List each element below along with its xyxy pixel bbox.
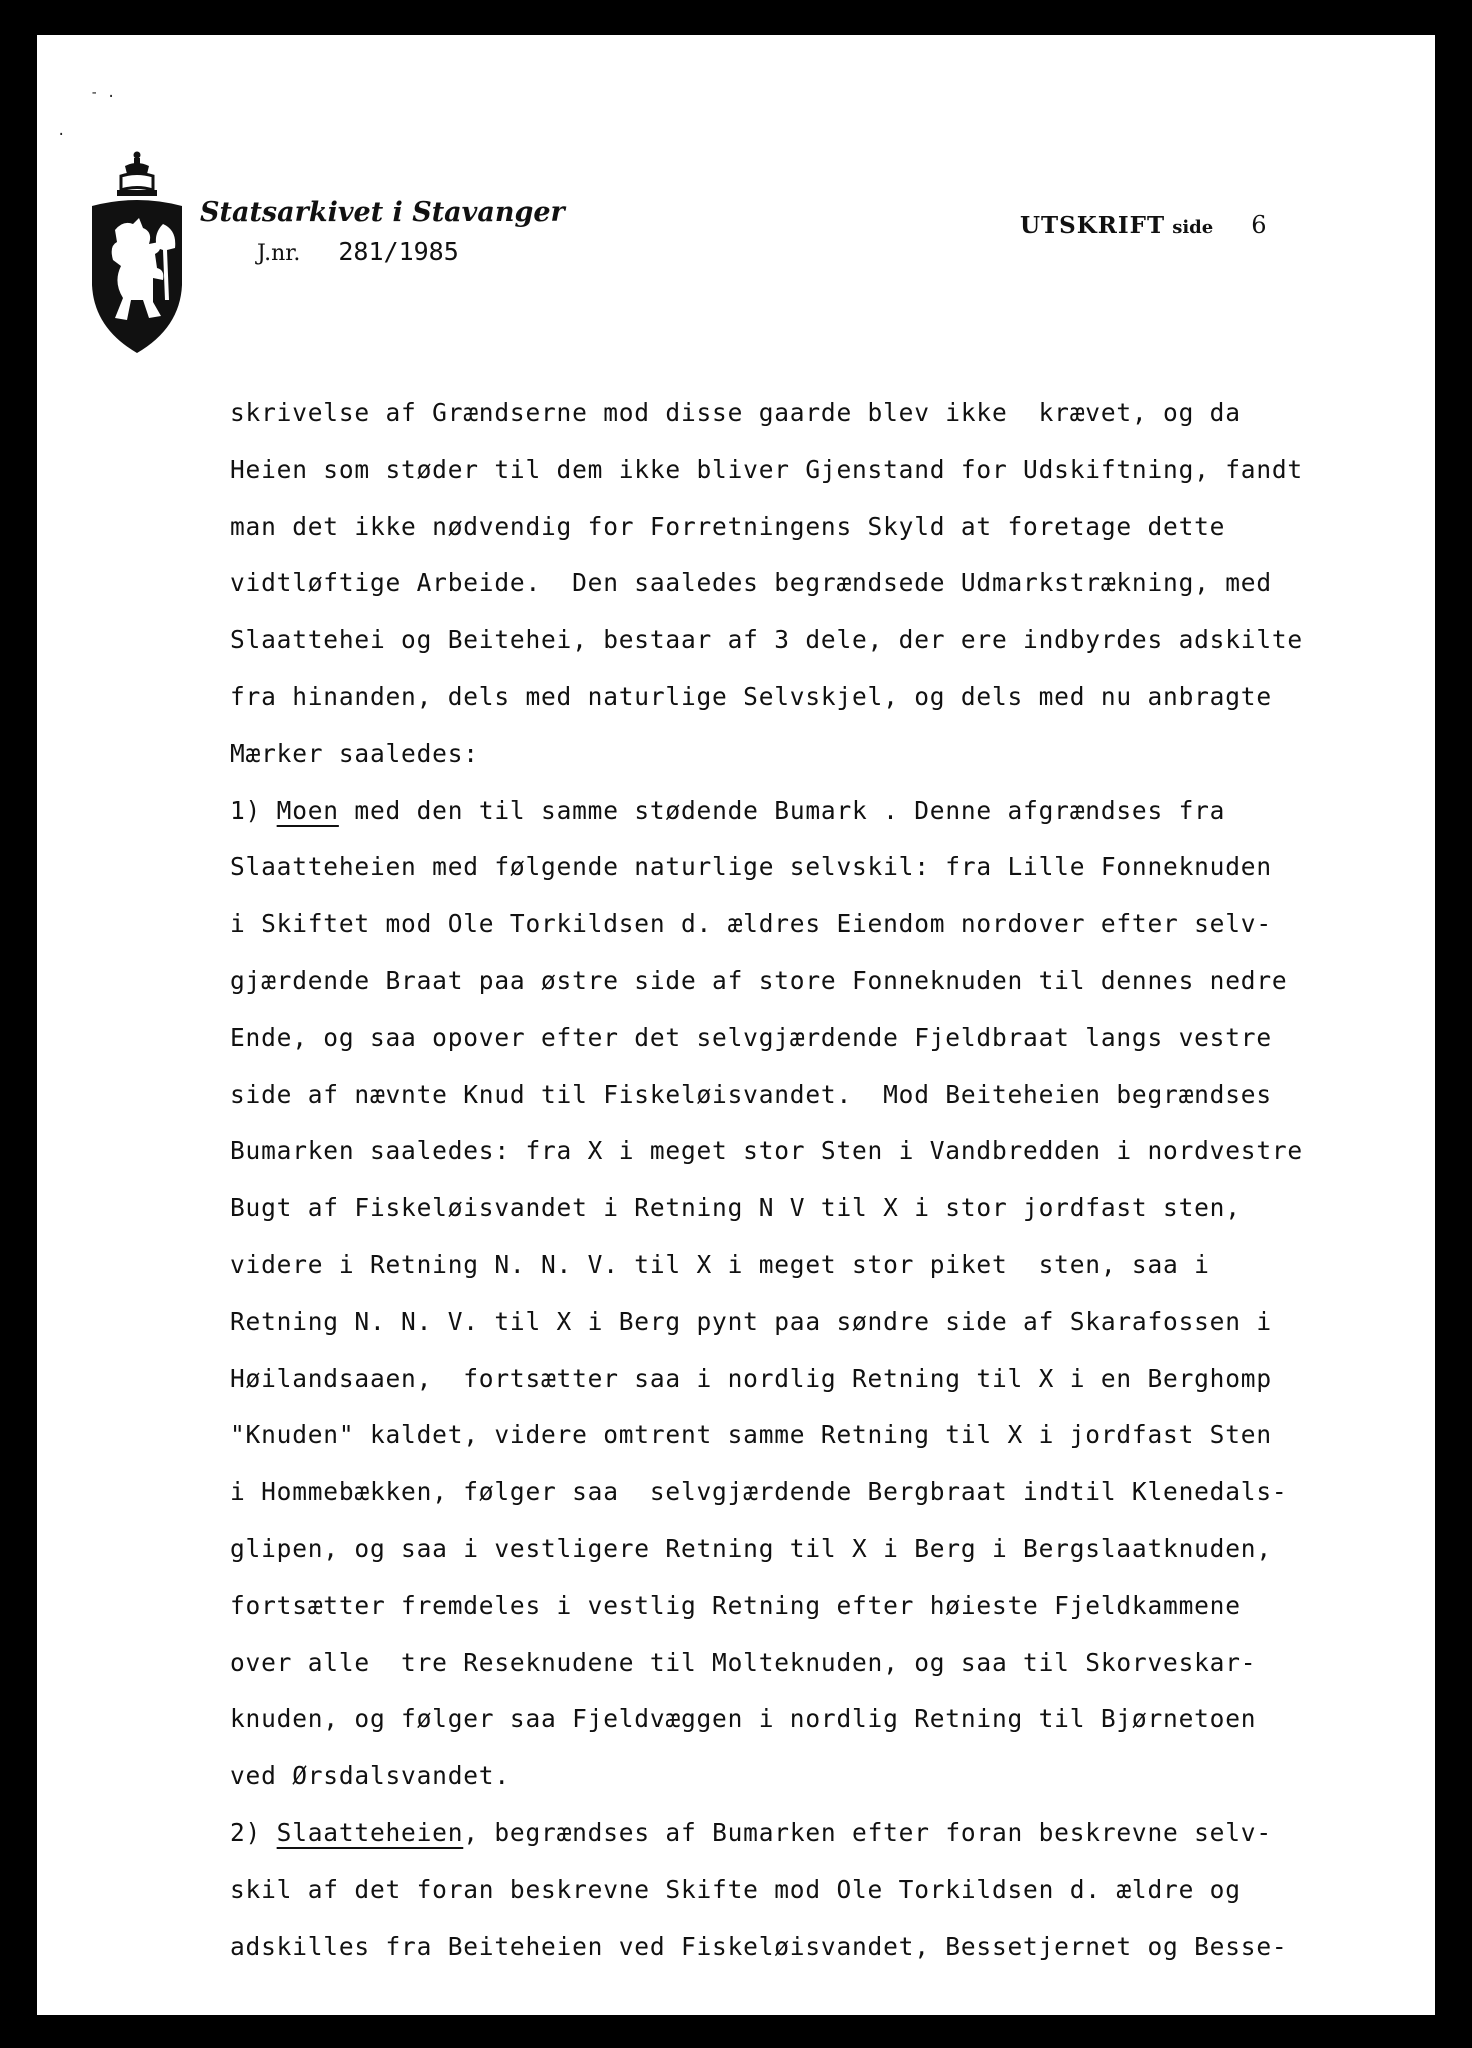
side-label: side [1172,217,1214,238]
line-text: Høilandsaaen, fortsætter saa i nordlig Retning til X i en Berghomp [230,1363,1272,1393]
line-text: i Skiftet mod Ole Torkildsen d. ældres Eiendom nordover efter selv- [230,909,1272,939]
text-line [230,726,1470,783]
page-number: 6 [1251,211,1267,239]
archive-name: Statsarkivet i Stavanger [200,197,565,228]
text-line [230,1862,1470,1919]
line-text: man det ikke nødvendig for Forretningens Skyld at foretage dette [230,511,1226,541]
text-line [230,1067,1470,1124]
text-line [230,896,1470,953]
text-line [230,1010,1470,1067]
line-text: over alle tre Reseknudene til Molteknuden, og saa til Skorveskar- [230,1647,1257,1677]
page-indicator [1020,211,1266,239]
line-text: fra hinanden, dels med naturlige Selvskjel, og dels med nu anbragte [230,681,1272,711]
text-line [230,385,1470,442]
line-text: vidtløftige Arbeide. Den saaledes begrændsede Udmarkstrækning, med [230,568,1272,598]
text-line [230,1919,1470,1976]
line-text: , begrændses af Bumarken efter foran beskrevne selv- [463,1817,1272,1847]
underlined-heading: Moen [276,795,339,825]
text-line [230,1805,1470,1862]
line-text: Slaatteheien med følgende naturlige selvskil: fra Lille Fonneknuden [230,852,1272,882]
text-line [230,1521,1470,1578]
utskrift-label: UTSKRIFT [1020,212,1166,239]
text-line [230,442,1470,499]
text-line [230,783,1470,840]
line-text: skrivelse af Grændserne mod disse gaarde blev ikke krævet, og da [230,398,1241,427]
line-text: knuden, og følger saa Fjeldvæggen i nordlig Retning til Bjørnetoen [230,1704,1257,1734]
line-text: med den til samme stødende Bumark . Denne afgrændses fra [354,795,1226,825]
line-text: adskilles fra Beiteheien ved Fiskeløisvandet, Bessetjernet og Besse- [230,1931,1288,1961]
line-text: glipen, og saa i vestligere Retning til X i Berg i Bergslaatknuden, [230,1533,1272,1563]
line-text: Retning N. N. V. til X i Berg pynt paa søndre side af Skarafossen i [230,1306,1272,1336]
text-line [230,953,1470,1010]
text-line [230,555,1470,612]
line-text: gjærdende Braat paa østre side af store Fonneknuden til dennes nedre [230,965,1288,995]
text-line [230,839,1470,896]
jnr-value: 281/1985 [338,237,459,266]
document-body [230,385,1470,1975]
scan-speck: . [57,123,66,139]
line-text: Bugt af Fiskeløisvandet i Retning N V til X i stor jordfast sten, [230,1193,1241,1223]
line-text: Slaattehei og Beitehei, bestaar af 3 dele, der ere indbyrdes adskilte [230,625,1303,655]
text-line [230,1578,1470,1635]
text-line [230,1237,1470,1294]
text-line [230,1351,1470,1408]
list-marker: 1) [230,795,277,825]
underlined-heading: Slaatteheien [276,1817,464,1847]
list-marker: 2) [230,1817,277,1847]
line-text: skil af det foran beskrevne Skifte mod Ole Torkildsen d. ældre og [230,1874,1241,1904]
line-text: Heien som støder til dem ikke bliver Gjenstand for Udskiftning, fandt [230,454,1303,484]
text-line [230,499,1470,556]
line-text: i Hommebækken, følger saa selvgjærdende Bergbraat indtil Klenedals- [230,1477,1288,1507]
line-text: videre i Retning N. N. V. til X i meget stor piket sten, saa i [230,1249,1210,1279]
text-line [230,1635,1470,1692]
text-line [230,1123,1470,1180]
line-text: Mærker saaledes: [230,738,479,768]
text-line [230,1691,1470,1748]
text-line [230,1180,1470,1237]
scan-speck: ‐ . [90,85,116,101]
text-line [230,1294,1470,1351]
text-line [230,1407,1470,1464]
norwegian-coat-of-arms-icon [87,150,187,355]
line-text: fortsætter fremdeles i vestlig Retning efter høieste Fjeldkammene [230,1590,1241,1620]
jnr-label: J.nr. [257,241,301,266]
line-text: Ende, og saa opover efter det selvgjærdende Fjeldbraat langs vestre [230,1022,1272,1052]
line-text: "Knuden" kaldet, videre omtrent samme Retning til X i jordfast Sten [230,1420,1272,1450]
document-page [37,35,1435,2015]
text-line [230,1748,1470,1805]
text-line [230,669,1470,726]
text-line [230,1464,1470,1521]
journal-number [257,237,459,266]
line-text: ved Ørsdalsvandet. [230,1761,510,1791]
text-line [230,612,1470,669]
line-text: side af nævnte Knud til Fiskeløisvandet. Mod Beiteheien begrændses [230,1079,1272,1109]
line-text: Bumarken saaledes: fra X i meget stor Sten i Vandbredden i nordvestre [230,1136,1303,1166]
